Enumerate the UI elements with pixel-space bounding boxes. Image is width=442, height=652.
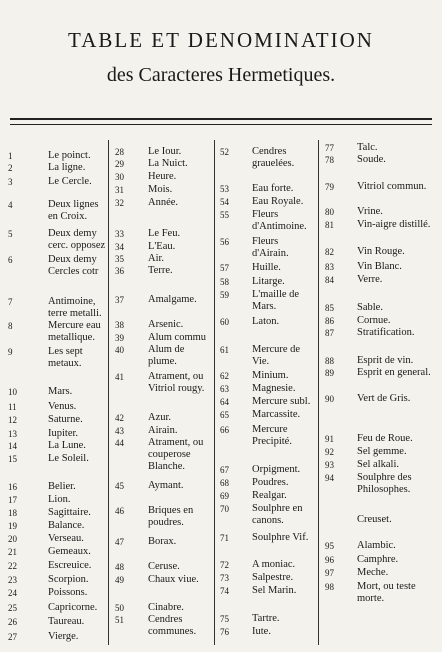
symbol-number: 43 — [115, 426, 124, 436]
symbol-name: Sel alkali. — [357, 459, 399, 470]
symbol-number: 14 — [8, 441, 17, 451]
symbol-name: Vierge. — [48, 631, 79, 642]
symbol-name: Air. — [148, 253, 165, 264]
symbol-number: 45 — [115, 481, 124, 491]
symbol-name: Mars. — [48, 386, 73, 397]
symbol-name: Le Feu. — [148, 228, 181, 239]
symbol-number: 74 — [220, 586, 229, 596]
symbol-name: Cendres communes. — [148, 614, 197, 637]
symbol-number: 75 — [220, 614, 229, 624]
symbol-number: 8 — [8, 321, 13, 331]
symbol-name: Poissons. — [48, 587, 88, 598]
symbol-name: Capricorne. — [48, 602, 98, 613]
symbol-number: 17 — [8, 495, 17, 505]
symbol-number: 33 — [115, 229, 124, 239]
symbol-number: 31 — [115, 185, 124, 195]
symbol-name: Le Cercle. — [48, 176, 92, 187]
symbol-number: 85 — [325, 303, 334, 313]
symbol-name: Creuset. — [357, 514, 392, 525]
symbol-number: 35 — [115, 254, 124, 264]
symbol-name: Meche. — [357, 567, 389, 578]
symbol-number: 60 — [220, 317, 229, 327]
symbol-name: Fleurs d'Antimoine. — [252, 209, 307, 232]
symbol-number: 64 — [220, 397, 229, 407]
symbol-name: Le poinct. — [48, 150, 91, 161]
symbol-number: 23 — [8, 575, 17, 585]
symbol-number: 7 — [8, 297, 13, 307]
symbol-name: Vitriol commun. — [357, 181, 427, 192]
symbol-name: Atrament, ou couperose Blanche. — [148, 437, 204, 472]
top-rule-thin — [10, 124, 432, 125]
symbol-name: Vin Rouge. — [357, 246, 405, 257]
symbol-number: 72 — [220, 560, 229, 570]
symbol-number: 63 — [220, 384, 229, 394]
symbol-name: Borax. — [148, 536, 177, 547]
symbol-number: 76 — [220, 627, 229, 637]
column-divider — [108, 140, 109, 645]
symbol-number: 11 — [8, 402, 17, 412]
symbol-number: 42 — [115, 413, 124, 423]
column-divider — [214, 140, 215, 645]
symbol-name: Mercure de Vie. — [252, 344, 301, 367]
symbol-name: Eau forte. — [252, 183, 294, 194]
symbol-number: 40 — [115, 345, 124, 355]
symbol-number: 82 — [325, 247, 334, 257]
symbol-name: Arsenic. — [148, 319, 184, 330]
symbol-name: L'maille de Mars. — [252, 289, 300, 312]
symbol-number: 16 — [8, 482, 17, 492]
symbol-name: Scorpion. — [48, 574, 89, 585]
symbol-name: Sagittaire. — [48, 507, 91, 518]
column-divider — [318, 140, 319, 645]
symbol-name: Soulphre des Philosophes. — [357, 472, 412, 495]
symbol-number: 38 — [115, 320, 124, 330]
symbol-name: Airain. — [148, 425, 178, 436]
symbol-name: Verseau. — [48, 533, 84, 544]
symbol-name: Mort, ou teste morte. — [357, 581, 416, 604]
symbol-name: Laton. — [252, 316, 280, 327]
symbol-name: Chaux viue. — [148, 574, 199, 585]
symbol-number: 1 — [8, 151, 13, 161]
symbol-name: Azur. — [148, 412, 172, 423]
symbol-name: Mois. — [148, 184, 173, 195]
symbol-number: 53 — [220, 184, 229, 194]
symbol-number: 81 — [325, 220, 334, 230]
symbol-number: 84 — [325, 275, 334, 285]
symbol-number: 19 — [8, 521, 17, 531]
symbol-number: 87 — [325, 328, 334, 338]
symbol-name: Alambic. — [357, 540, 396, 551]
symbol-number: 67 — [220, 465, 229, 475]
symbol-name: Taureau. — [48, 616, 85, 627]
symbol-number: 25 — [8, 603, 17, 613]
symbol-number: 86 — [325, 316, 334, 326]
symbol-number: 61 — [220, 345, 229, 355]
symbol-name: Sel gemme. — [357, 446, 407, 457]
symbol-number: 77 — [325, 143, 334, 153]
symbol-number: 58 — [220, 277, 229, 287]
symbol-name: Ceruse. — [148, 561, 180, 572]
symbol-number: 20 — [8, 534, 17, 544]
symbol-name: Saturne. — [48, 414, 83, 425]
symbol-name: Tartre. — [252, 613, 280, 624]
symbol-name: Heure. — [148, 171, 177, 182]
symbol-name: Alum commu — [148, 332, 207, 343]
symbol-number: 21 — [8, 547, 17, 557]
symbol-name: Poudres. — [252, 477, 289, 488]
symbol-number: 52 — [220, 147, 229, 157]
symbol-number: 22 — [8, 561, 17, 571]
symbol-number: 15 — [8, 454, 17, 464]
symbol-name: Les sept metaux. — [48, 346, 83, 369]
symbol-name: Cornue. — [357, 315, 391, 326]
symbol-number: 57 — [220, 263, 229, 273]
symbol-name: La ligne. — [48, 162, 86, 173]
symbol-name: Talc. — [357, 142, 378, 153]
symbol-name: Briques en poudres. — [148, 505, 194, 528]
symbol-name: Deux demy cerc. opposez — [48, 228, 106, 251]
symbol-name: Vert de Gris. — [357, 393, 411, 404]
symbol-number: 50 — [115, 603, 124, 613]
symbol-name: La Lune. — [48, 440, 86, 451]
symbol-name: Litarge. — [252, 276, 285, 287]
symbol-number: 83 — [325, 262, 334, 272]
symbol-number: 56 — [220, 237, 229, 247]
symbol-name: Vin-aigre distillé. — [357, 219, 431, 230]
symbol-name: Deux demy Cercles cotr — [48, 254, 99, 277]
title-line-2: des Caracteres Hermetiques. — [106, 64, 336, 86]
symbol-name: Eau Royale. — [252, 196, 304, 207]
symbol-name: Alum de plume. — [148, 344, 185, 367]
symbol-name: Camphre. — [357, 554, 399, 565]
symbol-number: 9 — [8, 347, 13, 357]
symbol-name: Marcassite. — [252, 409, 301, 420]
symbol-name: Venus. — [48, 401, 77, 412]
symbol-number: 29 — [115, 159, 124, 169]
symbol-name: Vin Blanc. — [357, 261, 402, 272]
symbol-name: Fleurs d'Airain. — [252, 236, 289, 259]
symbol-number: 41 — [115, 372, 124, 382]
symbol-number: 27 — [8, 632, 17, 642]
symbol-number: 47 — [115, 537, 124, 547]
symbol-name: Verre. — [357, 274, 383, 285]
symbol-name: Amalgame. — [148, 294, 197, 305]
symbol-number: 46 — [115, 506, 124, 516]
symbol-number: 5 — [8, 229, 13, 239]
symbol-name: L'Eau. — [148, 241, 176, 252]
symbol-number: 78 — [325, 155, 334, 165]
symbol-number: 18 — [8, 508, 17, 518]
symbol-name: Stratification. — [357, 327, 415, 338]
top-rule-thick — [10, 118, 432, 120]
symbol-name: Le Iour. — [148, 146, 182, 157]
symbol-number: 89 — [325, 368, 334, 378]
symbol-number: 88 — [325, 356, 334, 366]
symbol-number: 66 — [220, 425, 229, 435]
symbol-name: Année. — [148, 197, 179, 208]
symbol-number: 65 — [220, 410, 229, 420]
symbol-name: Esprit de vin. — [357, 355, 414, 366]
symbol-number: 68 — [220, 478, 229, 488]
symbol-number: 32 — [115, 198, 124, 208]
symbol-number: 96 — [325, 555, 334, 565]
symbol-number: 37 — [115, 295, 124, 305]
symbol-name: Balance. — [48, 520, 85, 531]
symbol-number: 51 — [115, 615, 124, 625]
symbol-name: Minium. — [252, 370, 289, 381]
symbol-name: Realgar. — [252, 490, 287, 501]
symbol-number: 24 — [8, 588, 17, 598]
symbol-name: Aymant. — [148, 480, 184, 491]
symbol-number: 59 — [220, 290, 229, 300]
symbol-name: Cendres grauelées. — [252, 146, 295, 169]
symbol-name: Escreuice. — [48, 560, 92, 571]
title-line-1: TABLE ET DENOMINATION — [68, 28, 374, 52]
symbol-number: 13 — [8, 429, 17, 439]
symbol-number: 10 — [8, 387, 17, 397]
symbol-name: Gemeaux. — [48, 546, 91, 557]
symbol-number: 98 — [325, 582, 334, 592]
symbol-name: Salpestre. — [252, 572, 294, 583]
symbol-number: 34 — [115, 242, 124, 252]
symbol-number: 79 — [325, 182, 334, 192]
symbol-name: Le Soleil. — [48, 453, 89, 464]
symbol-name: Belier. — [48, 481, 76, 492]
symbol-name: Sel Marin. — [252, 585, 297, 596]
symbol-name: Cinabre. — [148, 602, 184, 613]
symbol-number: 92 — [325, 447, 334, 457]
symbol-name: Magnesie. — [252, 383, 296, 394]
symbol-name: Soulphre en canons. — [252, 503, 303, 526]
symbol-name: Terre. — [148, 265, 173, 276]
symbol-number: 73 — [220, 573, 229, 583]
symbol-name: Feu de Roue. — [357, 433, 413, 444]
symbol-name: A moniac. — [252, 559, 296, 570]
symbol-name: Mercure eau metallique. — [48, 320, 101, 343]
symbol-number: 97 — [325, 568, 334, 578]
symbol-number: 6 — [8, 255, 13, 265]
symbol-name: Soude. — [357, 154, 386, 165]
symbol-number: 90 — [325, 394, 334, 404]
symbol-name: Lion. — [48, 494, 71, 505]
symbol-name: Sable. — [357, 302, 383, 313]
symbol-number: 39 — [115, 333, 124, 343]
symbol-number: 94 — [325, 473, 334, 483]
symbol-number: 3 — [8, 177, 13, 187]
symbol-name: Orpigment. — [252, 464, 301, 475]
symbol-number: 48 — [115, 562, 124, 572]
symbol-number: 80 — [325, 207, 334, 217]
symbol-number: 95 — [325, 541, 334, 551]
symbol-name: Huille. — [252, 262, 281, 273]
symbol-name: Antimoine, terre metalli. — [48, 296, 102, 319]
symbol-number: 4 — [8, 200, 13, 210]
symbol-number: 44 — [115, 438, 124, 448]
symbol-number: 49 — [115, 575, 124, 585]
symbol-number: 54 — [220, 197, 229, 207]
symbol-number: 93 — [325, 460, 334, 470]
symbol-name: Iupiter. — [48, 428, 79, 439]
symbol-name: Deux lignes en Croix. — [48, 199, 99, 222]
symbol-name: La Nuict. — [148, 158, 188, 169]
symbol-name: Mercure subl. — [252, 396, 311, 407]
symbol-name: Iute. — [252, 626, 271, 637]
symbol-number: 12 — [8, 415, 17, 425]
symbol-number: 26 — [8, 617, 17, 627]
symbol-number: 55 — [220, 210, 229, 220]
symbol-name: Atrament, ou Vitriol rougy. — [148, 371, 205, 394]
symbol-name: Esprit en general. — [357, 367, 431, 378]
symbol-number: 69 — [220, 491, 229, 501]
symbol-number: 36 — [115, 266, 124, 276]
symbol-number: 2 — [8, 163, 13, 173]
symbol-number: 91 — [325, 434, 334, 444]
symbol-number: 28 — [115, 147, 124, 157]
symbol-name: Soulphre Vif. — [252, 532, 309, 543]
symbol-number: 62 — [220, 371, 229, 381]
symbol-name: Mercure Precipité. — [252, 424, 292, 447]
symbol-number: 30 — [115, 172, 124, 182]
symbol-number: 71 — [220, 533, 229, 543]
symbol-number: 70 — [220, 504, 229, 514]
symbol-name: Vrine. — [357, 206, 383, 217]
